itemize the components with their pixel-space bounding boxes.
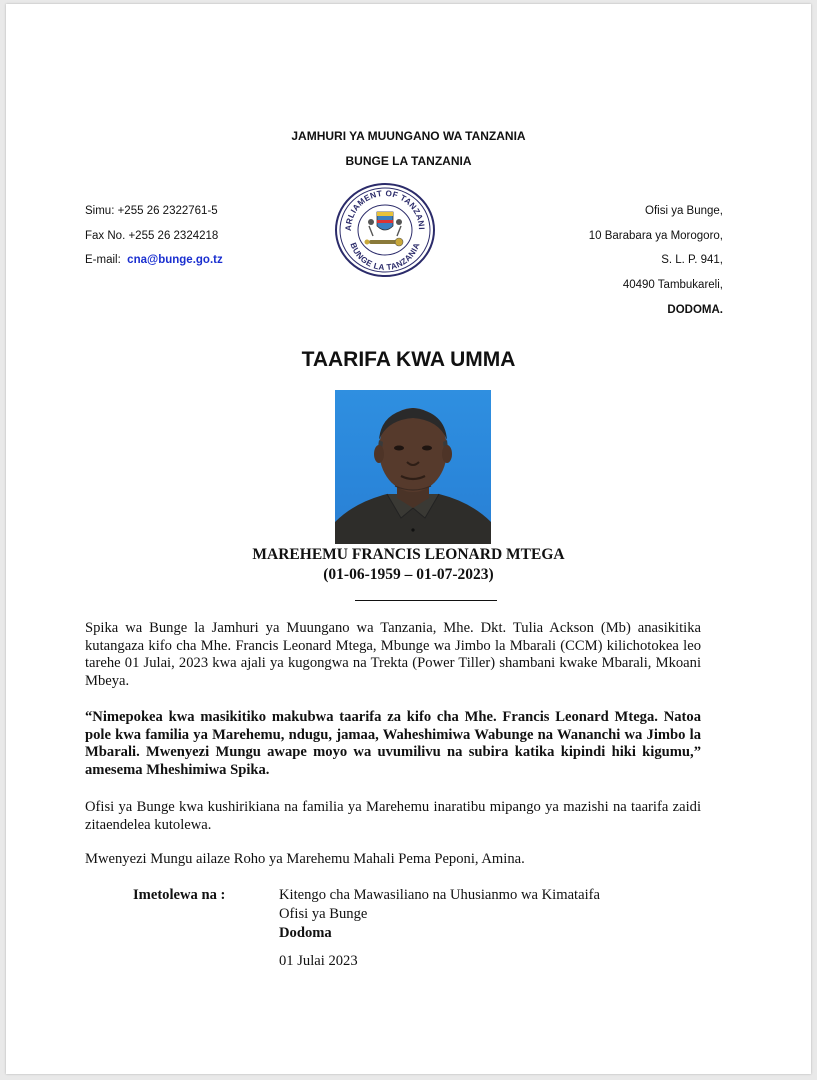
- header-parliament: BUNGE LA TANZANIA: [345, 154, 472, 168]
- issue-date: 01 Julai 2023: [279, 953, 358, 969]
- office-line-2: 10 Barabara ya Morogoro,: [588, 230, 723, 242]
- svg-text:PARLIAMENT OF TANZANIA: ARLIAMENT OF TANZANI: [343, 188, 427, 232]
- paragraph-speaker-quote: “Nimepokea kwa masikitiko makubwa taarifa za kifo cha Mhe. Francis Leonard Mtega. Natoa pole kwa familia ya Marehemu, ndugu, jamaa, Waheshimiwa Wabunge na Wananchi wa Jimbo la Mbarali. Mwenyezi Mungu awape moyo wa uvumilivu na subira katika kipindi hiki kigumu,” amesema Mheshimiwa Spika.: [85, 709, 701, 778]
- issuer-unit: Kitengo cha Mawasiliano na Uhusianmo wa Kimataifa: [279, 887, 600, 903]
- divider: [355, 600, 497, 601]
- header-republic: JAMHURI YA MUUNGANO WA TANZANIA: [291, 129, 526, 143]
- email-link[interactable]: cna@bunge.go.tz: [127, 254, 223, 266]
- issuer-office: Ofisi ya Bunge: [279, 906, 368, 922]
- contact-fax: Fax No. +255 26 2324218: [85, 230, 219, 242]
- paragraph-prayer: Mwenyezi Mungu ailaze Roho ya Marehemu Mahali Pema Peponi, Amina.: [85, 851, 525, 867]
- issued-by-label: Imetolewa na :: [133, 887, 226, 903]
- deceased-name: MAREHEMU FRANCIS LEONARD MTEGA: [252, 546, 565, 563]
- paragraph-arrangements: Ofisi ya Bunge kwa kushirikiana na familia ya Marehemu inaratibu mipango ya mazishi na taarifa zaidi zitaendelea kutolewa.: [85, 799, 701, 833]
- parliament-seal-icon: [333, 182, 437, 278]
- press-release-page: [6, 4, 811, 1074]
- office-city: DODOMA.: [667, 304, 723, 316]
- issuer-city: Dodoma: [279, 925, 332, 941]
- office-line-3: S. L. P. 941,: [661, 254, 723, 266]
- office-line-4: 40490 Tambukareli,: [622, 279, 723, 291]
- deceased-dates: (01-06-1959 – 01-07-2023): [323, 566, 494, 583]
- contact-phone: Simu: +255 26 2322761-5: [85, 205, 218, 217]
- page-title: TAARIFA KWA UMMA: [301, 348, 516, 371]
- portrait-photo: [335, 390, 491, 544]
- office-line-1: Ofisi ya Bunge,: [645, 205, 723, 217]
- paragraph-announcement: Spika wa Bunge la Jamhuri ya Muungano wa Tanzania, Mhe. Dkt. Tulia Ackson (Mb) anasikitika kutangaza kifo cha Mhe. Francis Leonard Mtega, Mbunge wa Jimbo la Mbarali (CCM) kilichotokea leo tarehe 01 Julai, 2023 kwa ajali ya kugongwa na Trekta (Power Tiller) shambani kwake Mbarali, Mkoani Mbeya.: [85, 620, 701, 689]
- contact-email: [85, 254, 223, 266]
- email-label: E-mail:: [85, 254, 121, 266]
- svg-text:BUNGE LA TANZANIA: BUNGE LA TANZANIA: [348, 241, 422, 273]
